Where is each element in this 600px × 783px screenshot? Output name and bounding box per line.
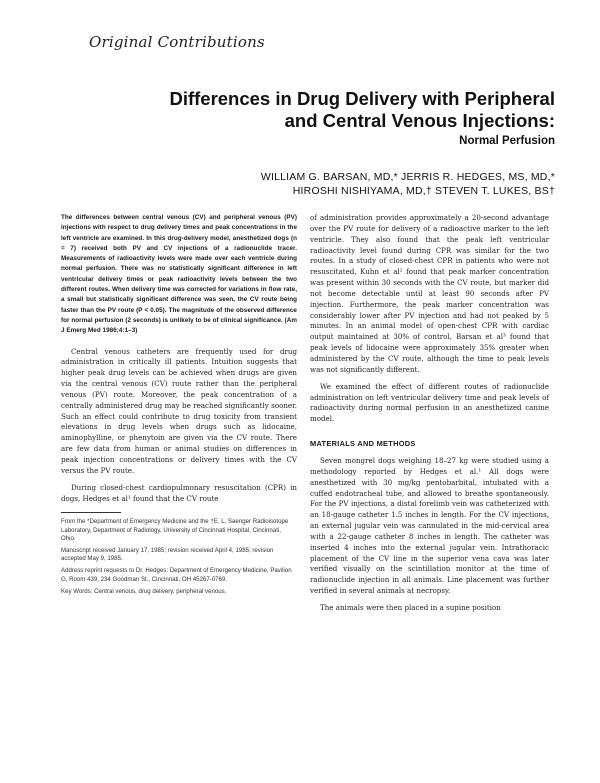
footnote-address: Address reprint requests to Dr. Hedges: Department of Emergency Medicine, Pavilion G, Room 439, 234 Goodman St., Cincinnati, OH 45267-0769. xyxy=(61,567,292,583)
footnote-received: Manuscript received January 17, 1985; revision received April 4, 1985; revision accepted May 9, 1985. xyxy=(61,546,274,563)
right-column xyxy=(310,213,549,614)
objective-paragraph: We examined the effect of different routes of radionuclide administration on left ventricular delivery time and peak levels of radioactivity during normal perfusion in an anesthetized canine model. xyxy=(310,381,549,424)
footnote-rule xyxy=(61,512,121,513)
footnote-keywords: Key Words: Central venous, drug delivery, peripheral venous. xyxy=(61,587,227,595)
abstract: The differences between central venous (CV) and peripheral venous (PV) injections with respect to drug delivery times and peak concentrations in the left ventricle are examined. In this drug-delivery model, anesthetized dogs (n = 7) received both PV and CV injections of a radionuclide tracer. Measurements of radioactivity levels were made over each ventricle during normal perfusion. There was no statistically significant difference in left ventricular delivery times or peak radioactivity levels between the two different routes. When delivery time was corrected for variations in flow rate, a small but statistically significant difference was seen, the CV route being faster than the PV route (P < 0.05). The magnitude of the observed difference for normal perfusion (2 seconds) is unlikely to be of clinical significance. (Am J Emerg Med 1986;4:1–3) xyxy=(61,214,297,335)
methods-paragraph-2: The animals were then placed in a supine position xyxy=(320,603,501,612)
author-list xyxy=(95,170,555,198)
article-subtitle: Normal Perfusion xyxy=(459,135,555,147)
intro-paragraph-1: Central venous catheters are frequently used for drug administration in critically ill patients. Intuition suggests that higher peak drug levels can be achieved when drugs are given via the central venous (CV) route rather than the peripheral venous (PV) route. Moreover, the peak concentration of a centrally administered drug may be reached significantly sooner. Such an effect could contribute to drug toxicity from transient elevations in drug levels when drugs such as lidocaine, aminophylline, or phenytoin are given via the CV route. There are few data from human or animal studies on differences in peak injection concentrations or delivery times with the CV versus the PV route. xyxy=(61,346,297,475)
footnote-affiliation: From the *Department of Emergency Medicine and the †E. L. Saenger Radioisotope Laboratory, Department of Radiology, University of Cincinnati Hospital, Cincinnati, Ohio. xyxy=(61,518,289,542)
article-title xyxy=(115,88,555,132)
title-line-1: Differences in Drug Delivery with Peripheral xyxy=(169,88,555,109)
section-label: Original Contributions xyxy=(89,33,265,51)
author-line-1: WILLIAM G. BARSAN, MD,* JERRIS R. HEDGES, MS, MD,* xyxy=(260,171,555,183)
left-column xyxy=(61,213,297,600)
title-line-2: and Central Venous Injections: xyxy=(284,110,555,131)
continued-paragraph: of administration provides approximately a 20-second advantage over the PV route for delivery of a radioactive marker to the left ventricle. They also found that the peak left ventricular radioactivity level found during CPR was similar for the two routes. In a study of closed-chest CPR in patients who were not resuscitated, Kuhn et al² found that peak marker concentration was present within 30 seconds with the CV route, but marker did not become detectable until at least 90 seconds after PV injection. Furthermore, the peak marker concentration was considerably lower after PV injection and had not peaked by 5 minutes. In an animal model of open-chest CPR with cardiac output maintained at 30% of control, Barsan et al³ found that peak levels of lidocaine were approximately 35% greater when administered by the CV route, although the time to peak levels was not significantly different. xyxy=(310,213,549,374)
author-line-2: HIROSHI NISHIYAMA, MD,† STEVEN T. LUKES, BS† xyxy=(292,185,555,197)
methods-paragraph: Seven mongrel dogs weighing 18–27 kg were studied using a methodology reported by Hedges et al.¹ All dogs were anesthetized with 30 mg/kg pentobarbital, intubated with a cuffed endotracheal tube, and allowed to breathe spontaneously. For the PV injections, a distal forelimb vein was catheterized with an 18-gauge catheter 1.5 inches in length. For the CV injections, an external jugular vein was cannulated in the mid-cervical area with a 22-gauge catheter 8 inches in length. The catheter was inserted 4 inches into the external jugular vein. Intrathoracic placement of the CV line in the superior vena cava was later verified visually on the scintillation monitor at the time of radionuclide injection in all animals. Line placement was further verified in several animals at necropsy. xyxy=(310,456,549,596)
methods-heading: MATERIALS AND METHODS xyxy=(310,439,416,449)
intro-paragraph-2: During closed-chest cardiopulmonary resuscitation (CPR) in dogs, Hedges et al¹ found that the CV route xyxy=(61,482,297,503)
